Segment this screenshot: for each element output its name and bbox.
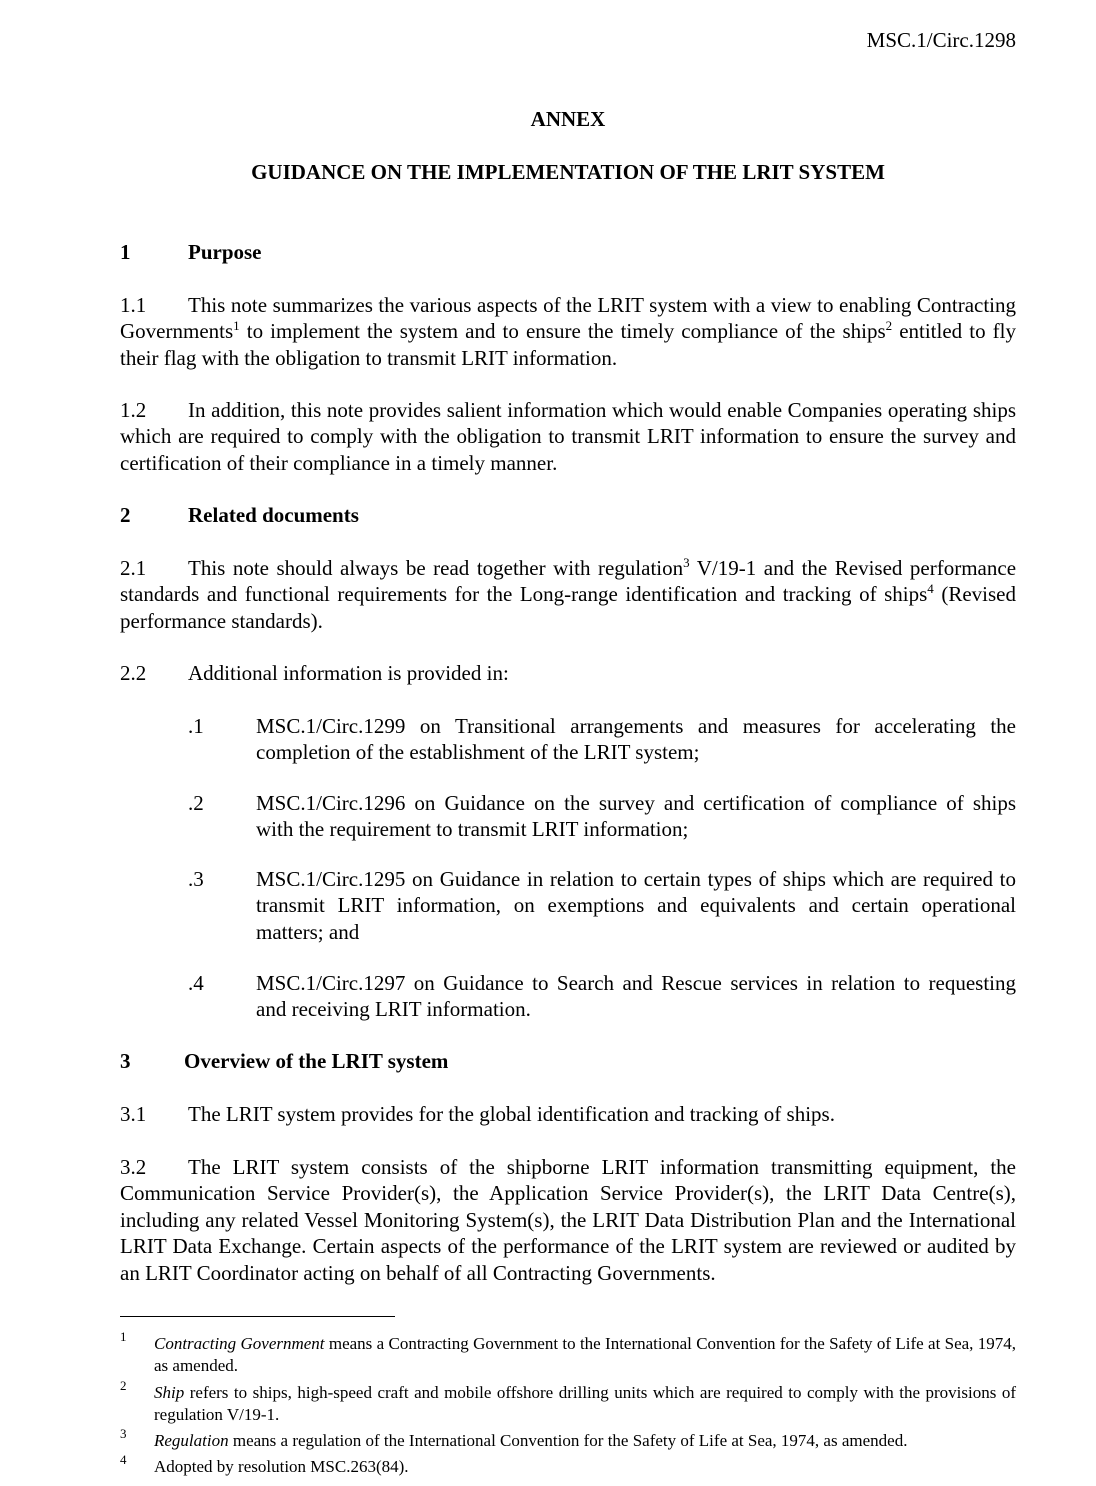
footnote-ref: 3	[683, 555, 690, 570]
footnote	[120, 1329, 1016, 1377]
footnote-term: Regulation	[154, 1431, 229, 1450]
footnote-number: 3	[120, 1426, 127, 1441]
paragraph-text: The LRIT system provides for the global identification and tracking of ships.	[188, 1102, 835, 1126]
footnote-body: means a Contracting Government to the International Convention for the Safety of Life at Sea, 1974, as amended.	[154, 1334, 1016, 1375]
footnote	[120, 1452, 1016, 1478]
paragraph-text: to implement the system and to ensure the timely compliance of the ships	[239, 319, 886, 344]
footnote-body: Adopted by resolution MSC.263(84).	[154, 1457, 409, 1476]
section-title: Overview of the LRIT system	[184, 1049, 449, 1073]
paragraph-number: 2.1	[120, 556, 147, 580]
paragraph-number: 1.1	[120, 293, 147, 317]
footnote-number: 4	[120, 1452, 127, 1467]
footnote-text	[154, 1430, 1016, 1452]
footnote-separator	[120, 1316, 395, 1317]
footnote-number: 2	[120, 1378, 127, 1393]
footnote-text	[154, 1456, 1016, 1478]
section-number: 1	[120, 240, 131, 264]
footnote-number: 1	[120, 1329, 127, 1344]
footnote-term: Contracting Government	[154, 1334, 325, 1353]
paragraph-number: 1.2	[120, 398, 147, 422]
paragraph-3-1	[120, 1101, 1016, 1127]
list-item-number: .2	[188, 791, 204, 815]
list-item-text: MSC.1/Circ.1299 on Transitional arrangements and measures for accelerating the completion of the establishment of the LRIT system;	[256, 714, 1016, 765]
list-item-text: MSC.1/Circ.1295 on Guidance in relation to certain types of ships which are required to transmit LRIT information, on exemptions and equivalents and certain operational matters; and	[256, 867, 1016, 944]
paragraph-text: Additional information is provided in:	[188, 661, 509, 685]
section-1-heading	[120, 240, 262, 265]
footnote-term: Ship	[154, 1383, 185, 1402]
document-title: GUIDANCE ON THE IMPLEMENTATION OF THE LRIT SYSTEM	[251, 160, 885, 184]
footnote-ref: 1	[233, 318, 240, 334]
list-item-text: MSC.1/Circ.1296 on Guidance on the survey and certification of compliance of ships with the requirement to transmit LRIT information;	[256, 791, 1016, 842]
paragraph-text: This note should always be read together with regulation	[188, 556, 684, 580]
list-item-number: .3	[188, 867, 204, 891]
list-item	[188, 866, 1016, 945]
footnote-body: refers to ships, high-speed craft and mobile offshore drilling units which are required to comply with the provisions of regulation V/19-1.	[154, 1383, 1016, 1424]
paragraph-text: In addition, this note provides salient information which would enable Companies operating ships which are required to comply with the obligation to transmit LRIT information to ensure the survey and certification of their compliance in a timely manner.	[120, 398, 1016, 475]
paragraph-text: entitled to fly their flag with the obligation to transmit LRIT information.	[120, 319, 1016, 370]
paragraph-1-2	[120, 397, 1016, 476]
footnote-text	[154, 1382, 1016, 1426]
paragraph-number: 3.2	[120, 1155, 147, 1179]
list-item-number: .4	[188, 971, 204, 995]
paragraph-text: This note summarizes the various aspects of the LRIT system with a view to enabling Contracting Governments	[120, 293, 1016, 344]
paragraph-number: 3.1	[120, 1102, 147, 1126]
section-title: Related documents	[188, 503, 359, 527]
footnote-text	[154, 1333, 1016, 1377]
paragraph-number: 2.2	[120, 661, 147, 685]
paragraph-text: V/19-1 and the Revised performance standards and functional requirements for the Long-range identification and tracking of ships	[120, 556, 1017, 607]
list-item	[188, 713, 1016, 766]
footnote-ref: 2	[885, 318, 893, 334]
footnote-body: means a regulation of the International Convention for the Safety of Life at Sea, 1974, as amended.	[228, 1431, 908, 1450]
list-item-number: .1	[188, 714, 204, 738]
paragraph-2-1	[120, 555, 1016, 634]
list-item	[188, 970, 1016, 1023]
section-2-heading	[120, 503, 359, 528]
list-item	[188, 790, 1016, 843]
footnote	[120, 1378, 1016, 1426]
paragraph-3-2	[120, 1154, 1016, 1286]
section-title: Purpose	[188, 240, 262, 264]
section-3-heading	[120, 1049, 448, 1074]
document-reference: MSC.1/Circ.1298	[866, 28, 1016, 52]
paragraph-1-1	[120, 292, 1016, 371]
list-item-text: MSC.1/Circ.1297 on Guidance to Search and Rescue services in relation to requesting and receiving LRIT information.	[256, 971, 1016, 1022]
footnote	[120, 1426, 1016, 1452]
paragraph-2-2	[120, 660, 1016, 686]
section-number: 2	[120, 503, 131, 527]
paragraph-text: (Revised performance standards).	[120, 582, 1016, 633]
paragraph-text: The LRIT system consists of the shipborne LRIT information transmitting equipment, the Communication Service Provider(s), the Application Service Provider(s), the LRIT Data Centre(s), including any related Vessel Monitoring System(s), the LRIT Data Distribution Plan and the International LRIT Data Exchange. Certain aspects of the performance of the LRIT system are reviewed or audited by an LRIT Coordinator acting on behalf of all Contracting Governments.	[120, 1155, 1016, 1285]
footnote-ref: 4	[927, 581, 934, 597]
annex-label: ANNEX	[530, 107, 606, 131]
section-number: 3	[120, 1049, 131, 1073]
